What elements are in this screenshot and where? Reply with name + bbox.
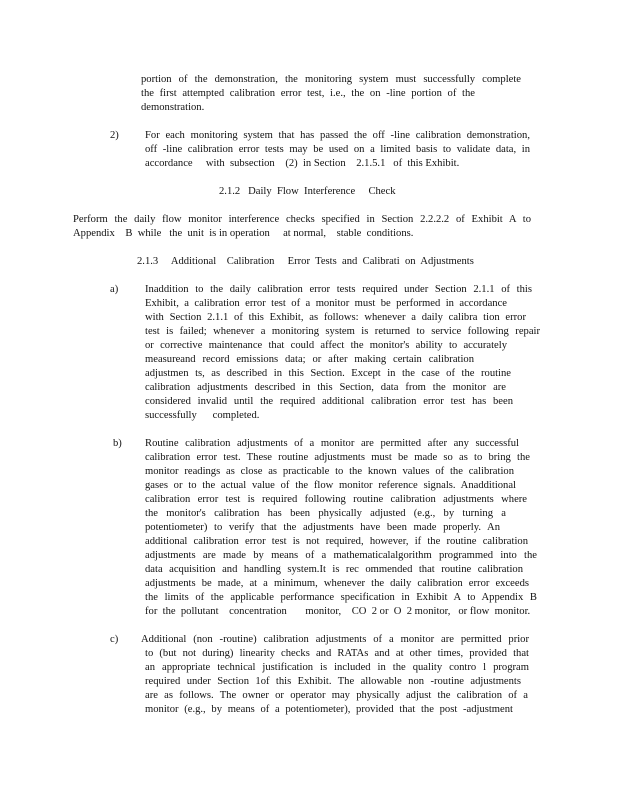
section-heading-2-1-3: 2.1.3 Additional Calibration Error Tests and Calibrati on Adjustments [137, 256, 474, 267]
item-line: Inaddition to the daily calibration error tests required under Section 2.1.1 of this [145, 284, 532, 295]
item-line: adjustmen ts, as described in this Section. Except in the case of the routine [145, 368, 511, 379]
intro-line: portion of the demonstration, the monitoring system must successfully complete [141, 74, 521, 85]
item-line: are as follows. The owner or operator may physically adjust the calibration of a [145, 690, 528, 701]
section-heading-2-1-2: 2.1.2 Daily Flow Interference Check [219, 186, 396, 197]
item-line: measureand record emissions data; or after making certain calibration [145, 354, 474, 365]
item-label: a) [110, 284, 119, 295]
item-line: successfully completed. [145, 410, 260, 421]
item-line: For each monitoring system that has passed the off -line calibration demonstration, [145, 130, 530, 141]
paragraph-line: Perform the daily flow monitor interference checks specified in Section 2.2.2.2 of Exhibit A to [73, 214, 531, 225]
item-line: off -line calibration error tests may be used on a limited basis to validate data, in [145, 144, 530, 155]
item-label: b) [113, 438, 122, 449]
intro-line: the first attempted calibration error test, i.e., the on -line portion of the [141, 88, 475, 99]
item-line: to (but not during) linearity checks and RATAs and at other times, provided that [145, 648, 529, 659]
item-line: gases or to the actual value of the flow monitor reference signals. Anadditional [145, 480, 516, 491]
item-line: considered invalid until the required additional calibration error test has been [145, 396, 513, 407]
item-line: adjustments are made by means of a mathematicalalgorithm programmed into the [145, 550, 537, 561]
intro-line: demonstration. [141, 102, 205, 113]
item-line: calibration adjustments described in this Section, data from the monitor are [145, 382, 506, 393]
item-line: an appropriate technical justification is included in the quality contro l program [145, 662, 529, 673]
item-line: monitor (e.g., by means of a potentiometer), provided that the post -adjustment [145, 704, 513, 715]
item-label: 2) [110, 130, 119, 141]
item-line: calibration error test is required following routine calibration adjustments where [145, 494, 527, 505]
item-line: Additional (non -routine) calibration adjustments of a monitor are permitted prior [141, 634, 529, 645]
item-line: required under Section 1of this Exhibit. The allowable non -routine adjustments [145, 676, 521, 687]
item-line: for the pollutant concentration monitor, CO 2 or O 2 monitor, or flow monitor. [145, 606, 531, 617]
item-line: accordance with subsection (2) in Section 2.1.5.1 of this Exhibit. [145, 158, 460, 169]
item-line: Exhibit, a calibration error test of a monitor must be performed in accordance [145, 298, 507, 309]
item-line: the limits of the applicable performance specification in Exhibit A to Appendix B [145, 592, 537, 603]
item-line: adjustments be made, at a minimum, whenever the daily calibration error exceeds [145, 578, 529, 589]
item-line: test is failed; whenever a monitoring system is returned to service following repair [145, 326, 540, 337]
item-line: additional calibration error test is not required, however, if the routine calibration [145, 536, 528, 547]
item-line: calibration error test. These routine adjustments must be made so as to bring the [145, 452, 530, 463]
item-line: Routine calibration adjustments of a monitor are permitted after any successful [145, 438, 519, 449]
item-line: the monitor's calibration has been physically adjusted (e.g., by turning a [145, 508, 506, 519]
item-line: with Section 2.1.1 of this Exhibit, as follows: whenever a daily calibra tion error [145, 312, 526, 323]
item-line: potentiometer) to verify that the adjustments have been made properly. An [145, 522, 500, 533]
item-line: or corrective maintenance that could affect the monitor's ability to accurately [145, 340, 507, 351]
item-line: data acquisition and handling system.It is rec ommended that routine calibration [145, 564, 523, 575]
item-line: monitor readings as close as practicable to the known values of the calibration [145, 466, 514, 477]
paragraph-line: Appendix B while the unit is in operation at normal, stable conditions. [73, 228, 414, 239]
item-label: c) [110, 634, 119, 645]
